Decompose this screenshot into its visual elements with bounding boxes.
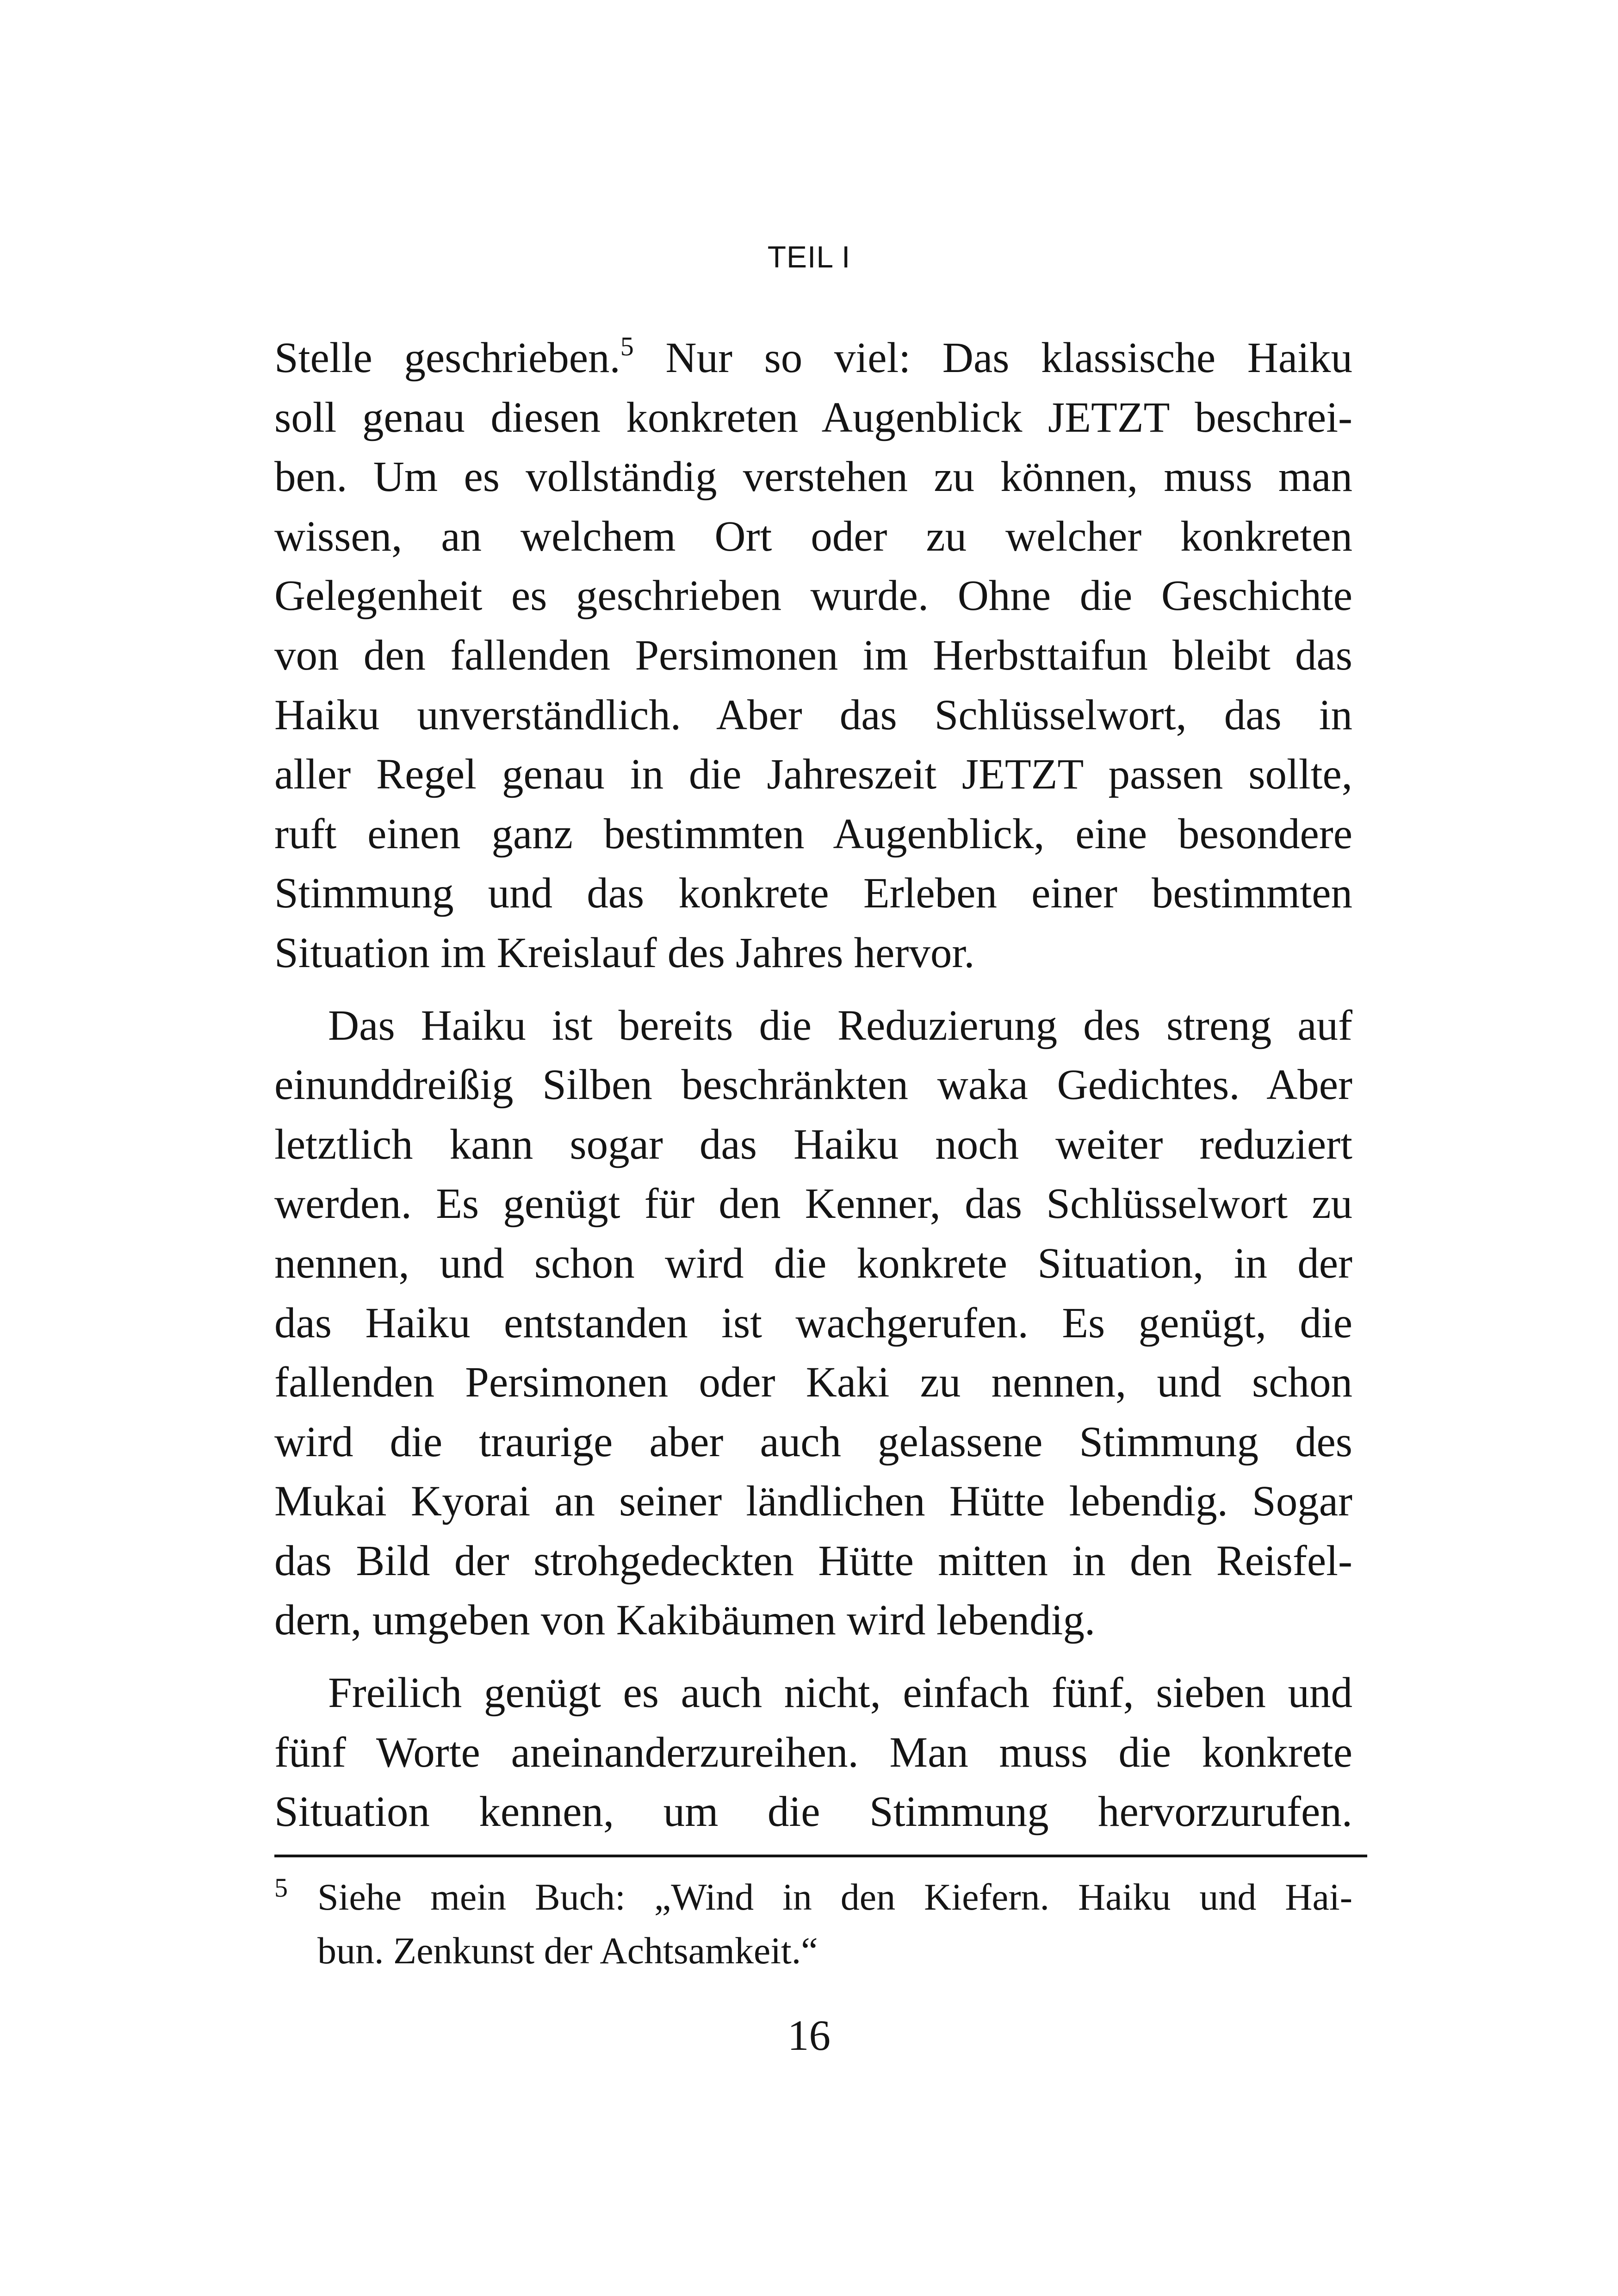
paragraph-2-line: dern, umgeben von Kakibäumen wird lebendig. <box>274 1596 1096 1644</box>
paragraph-1-line: Stimmung und das konkrete Erleben einer bestimmten <box>274 869 1352 918</box>
paragraph-1-line: Haiku unverständlich. Aber das Schlüsselwort, das in <box>274 691 1352 739</box>
body-text <box>274 329 1352 1842</box>
paragraph-2-line: nennen, und schon wird die konkrete Situation, in der <box>274 1239 1352 1287</box>
paragraph-3-line: Situation kennen, um die Stimmung hervorzurufen. <box>274 1788 1352 1836</box>
footnote <box>274 1870 1352 1978</box>
footnote-line: bun. Zenkunst der Achtsamkeit.“ <box>317 1930 818 1972</box>
footnote-line <box>274 1870 1352 1924</box>
paragraph-1-line: wissen, an welchem Ort oder zu welcher konkreten <box>274 512 1352 560</box>
paragraph-2-line: das Haiku entstanden ist wachgerufen. Es genügt, die <box>274 1299 1352 1347</box>
text-segment: Nur so viel: Das klassische Haiku <box>633 334 1352 382</box>
page-number: 16 <box>787 2012 831 2060</box>
paragraph-3-line: fünf Worte aneinanderzureihen. Man muss die konkrete <box>274 1728 1352 1776</box>
paragraph-gap <box>274 1651 1352 1663</box>
text-segment: Stelle geschrieben. <box>274 334 620 382</box>
paragraph-2-line: wird die traurige aber auch gelassene Stimmung des <box>274 1418 1352 1466</box>
paragraph-1-line-1 <box>274 329 1352 388</box>
paragraph-2-line: fallenden Persimonen oder Kaki zu nennen, und schon <box>274 1359 1352 1407</box>
paragraph-2-line: das Bild der strohgedeckten Hütte mitten in den Reisfel- <box>274 1537 1352 1585</box>
paragraph-1-line: Situation im Kreislauf des Jahres hervor. <box>274 929 975 977</box>
paragraph-2-line: Das Haiku ist bereits die Reduzierung des streng auf <box>328 1001 1352 1049</box>
paragraph-gap <box>274 983 1352 996</box>
footnote-text: Siehe mein Buch: „Wind in den Kiefern. Haiku und Hai- <box>317 1876 1352 1918</box>
paragraph-1-line: ben. Um es vollständig verstehen zu können, muss man <box>274 453 1352 501</box>
paragraph-2-line: letztlich kann sogar das Haiku noch weiter reduziert <box>274 1120 1352 1168</box>
paragraph-2-line: Mukai Kyorai an seiner ländlichen Hütte lebendig. Sogar <box>274 1477 1352 1526</box>
paragraph-1-line: soll genau diesen konkreten Augenblick JETZT beschrei- <box>274 393 1352 441</box>
paragraph-1-line: Gelegenheit es geschrieben wurde. Ohne die Geschichte <box>274 572 1352 620</box>
paragraph-2-line: einunddreißig Silben beschränkten waka Gedichtes. Aber <box>274 1061 1352 1109</box>
footnote-separator <box>274 1855 1367 1857</box>
footnote-reference[interactable]: 5 <box>620 331 634 361</box>
paragraph-1-line: ruft einen ganz bestimmten Augenblick, eine besondere <box>274 810 1352 858</box>
running-head: TEIL I <box>767 240 851 274</box>
paragraph-3-line: Freilich genügt es auch nicht, einfach fünf, sieben und <box>328 1669 1352 1717</box>
paragraph-1-line: von den fallenden Persimonen im Herbsttaifun bleibt das <box>274 631 1352 679</box>
footnote-marker: 5 <box>274 1873 288 1903</box>
paragraph-2-line: werden. Es genügt für den Kenner, das Schlüsselwort zu <box>274 1180 1352 1228</box>
paragraph-1-line: aller Regel genau in die Jahreszeit JETZT passen sollte, <box>274 751 1352 799</box>
